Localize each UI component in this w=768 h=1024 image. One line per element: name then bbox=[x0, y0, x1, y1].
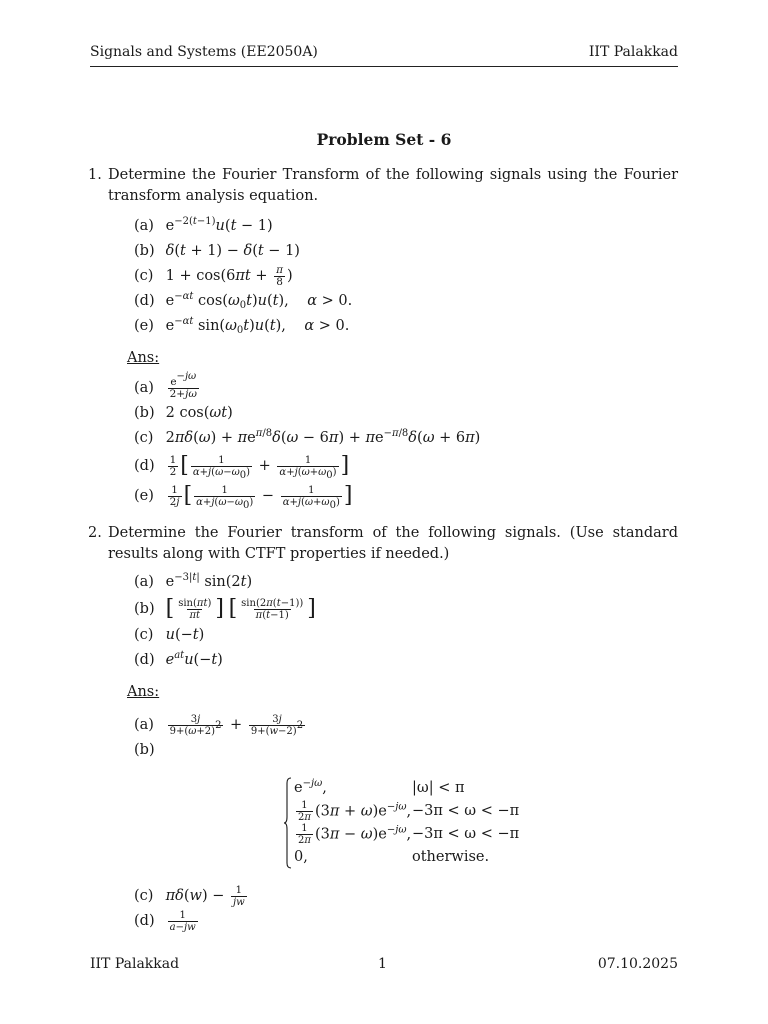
q2-ans-d bbox=[134, 909, 249, 934]
q2-ans-expr-a: $\frac{3j}{9+(\omega+2)^2}$ + $\frac{3j}{9+(w-2)^2}$ bbox=[169, 713, 304, 737]
q2-item-c bbox=[134, 623, 316, 648]
q1-label-c: (c) bbox=[134, 268, 154, 284]
page-title: Problem Set - 6 bbox=[316, 130, 452, 149]
q1-item-b bbox=[134, 239, 352, 264]
q2-ans-label-b: (b) bbox=[134, 742, 155, 758]
q1-ans-label-e: (e) bbox=[134, 488, 154, 504]
q1-ans-c bbox=[134, 426, 480, 451]
q2-ans-label-d: (d) bbox=[134, 913, 155, 929]
header-institute: IIT Palakkad bbox=[588, 44, 678, 60]
q1-ans-label-d: (d) bbox=[134, 458, 155, 474]
q2-ans-expr-c: πδ(w) − $\frac{1}{jw}$ bbox=[165, 884, 245, 908]
q1-ans-expr-a: $\frac{e^{-j\omega}}{2+j\omega}$ bbox=[169, 370, 197, 400]
q1-ans-a bbox=[134, 370, 480, 401]
q1-ans-expr-d: $\frac{1}{2}$ [ $\frac{1}{\alpha+j(\omega-\omega_0)}$ + $\frac{1}{\alpha+j(\omega+\omega_0)}$ ] bbox=[169, 453, 350, 481]
header-course: Signals and Systems (EE2050A) bbox=[90, 44, 318, 60]
q2-item-d bbox=[134, 648, 316, 673]
q2-label-d: (d) bbox=[134, 652, 155, 668]
q1-item-a bbox=[134, 214, 352, 239]
q1-label-d: (d) bbox=[134, 293, 155, 309]
footer-institute: IIT Palakkad bbox=[90, 956, 180, 972]
q1-ans-e bbox=[134, 481, 480, 511]
q2-ans-expr-d: $\frac{1}{a-jw}$ bbox=[169, 909, 196, 933]
q1-expr-a: $e^{-2(t-1)}u(t - 1)$ bbox=[165, 216, 273, 234]
question-2-number: 2. bbox=[88, 525, 102, 541]
q1-ans-expr-b: 2 cos(ωt) bbox=[165, 405, 233, 421]
q2-expr-a: $e^{-3|t|}$ sin(2t) bbox=[165, 572, 253, 590]
q1-ans-d bbox=[134, 451, 480, 481]
q1-expr-c: 1 + cos(6πt + $\frac{\pi}{8}$ ) bbox=[165, 263, 293, 288]
q2-ans-b bbox=[134, 738, 307, 763]
q2-item-a bbox=[134, 570, 316, 595]
q1-ans-expr-e: $\frac{1}{2j}$ [ $\frac{1}{\alpha+j(\omega-\omega_0)}$ − $\frac{1}{\alpha+j(\omega+\omega_0)}$ ] bbox=[169, 483, 353, 511]
cases-brace bbox=[284, 777, 292, 869]
q1-label-e: (e) bbox=[134, 318, 154, 334]
q1-expr-b: δ(t + 1) − δ(t − 1) bbox=[165, 243, 300, 259]
cases-row-2: $\frac{1}{2\pi}$ $(3\pi + \omega)e^{-j\omega}$, bbox=[298, 800, 412, 823]
q1-ans-label-a: (a) bbox=[134, 380, 154, 396]
cases-row-4: 0, bbox=[294, 849, 308, 865]
q2-answer-heading: Ans: bbox=[127, 684, 160, 700]
q2-label-a: (a) bbox=[134, 574, 154, 590]
q1-ans-b bbox=[134, 401, 480, 426]
cases-row-3: $\frac{1}{2\pi}$ $(3\pi - \omega)e^{-j\omega}$, bbox=[298, 823, 412, 846]
footer-date: 07.10.2025 bbox=[597, 956, 678, 972]
q1-item-c bbox=[134, 264, 352, 289]
cases-cond-2: −3π < ω < −π bbox=[412, 803, 520, 819]
q1-answers bbox=[134, 370, 481, 511]
question-1 bbox=[88, 165, 678, 207]
q1-expr-e: $e^{-\alpha t}$ $\sin(\omega_0t)u(t)$, α > 0. bbox=[165, 316, 350, 336]
q2-ans-label-c: (c) bbox=[134, 888, 154, 904]
q2-answers bbox=[134, 713, 307, 763]
q2-label-b: (b) bbox=[134, 601, 155, 617]
cases-cond-1: |ω| < π bbox=[412, 780, 465, 796]
q2-ans-label-a: (a) bbox=[134, 717, 154, 733]
q2-answers-cont bbox=[134, 884, 249, 934]
cases-cond-4: otherwise. bbox=[412, 849, 490, 865]
q2-ans-a bbox=[134, 713, 307, 738]
q1-label-b: (b) bbox=[134, 243, 155, 259]
question-2-items bbox=[134, 570, 316, 673]
q1-item-d bbox=[134, 289, 352, 314]
question-1-text: Determine the Fourier Transform of the following signals using the Fourier transform analysis equation. bbox=[108, 167, 678, 204]
q2-label-c: (c) bbox=[134, 627, 154, 643]
cases-row-1: $e^{-j\omega}$, bbox=[294, 778, 327, 796]
q1-ans-label-c: (c) bbox=[134, 430, 154, 446]
q2-expr-b: [ $\frac{\sin(\pi t)}{\pi t}$ ] [ $\frac{\sin(2\pi(t-1))}{\pi(t-1)}$ ] bbox=[165, 596, 316, 621]
cases-cond-3: −3π < ω < −π bbox=[412, 826, 520, 842]
question-2-text: Determine the Fourier transform of the following signals. (Use standard results along with CTFT properties if needed.) bbox=[108, 525, 678, 562]
q1-ans-expr-c: $2\pi\delta(\omega) + \pi e^{\pi/8}\delta(\omega - 6\pi) + \pi e^{-\pi/8}\delta(\omega + 6\pi)$ bbox=[165, 428, 481, 446]
q2-item-b bbox=[134, 595, 316, 623]
q2-expr-d: $e^{at}u(-t)$ bbox=[165, 650, 223, 668]
footer-page-number: 1 bbox=[378, 956, 387, 972]
q1-ans-label-b: (b) bbox=[134, 405, 155, 421]
q1-label-a: (a) bbox=[134, 218, 154, 234]
question-2 bbox=[88, 523, 678, 565]
question-1-items bbox=[134, 214, 352, 339]
header-rule bbox=[90, 66, 678, 67]
question-1-number: 1. bbox=[88, 167, 102, 183]
q1-item-e bbox=[134, 314, 352, 339]
q2-ans-c bbox=[134, 884, 249, 909]
q1-expr-d: $e^{-\alpha t}$ $\cos(\omega_0t)u(t)$, α > 0. bbox=[165, 291, 353, 311]
q1-answer-heading: Ans: bbox=[127, 350, 160, 366]
q2-expr-c: u(−t) bbox=[165, 627, 205, 643]
